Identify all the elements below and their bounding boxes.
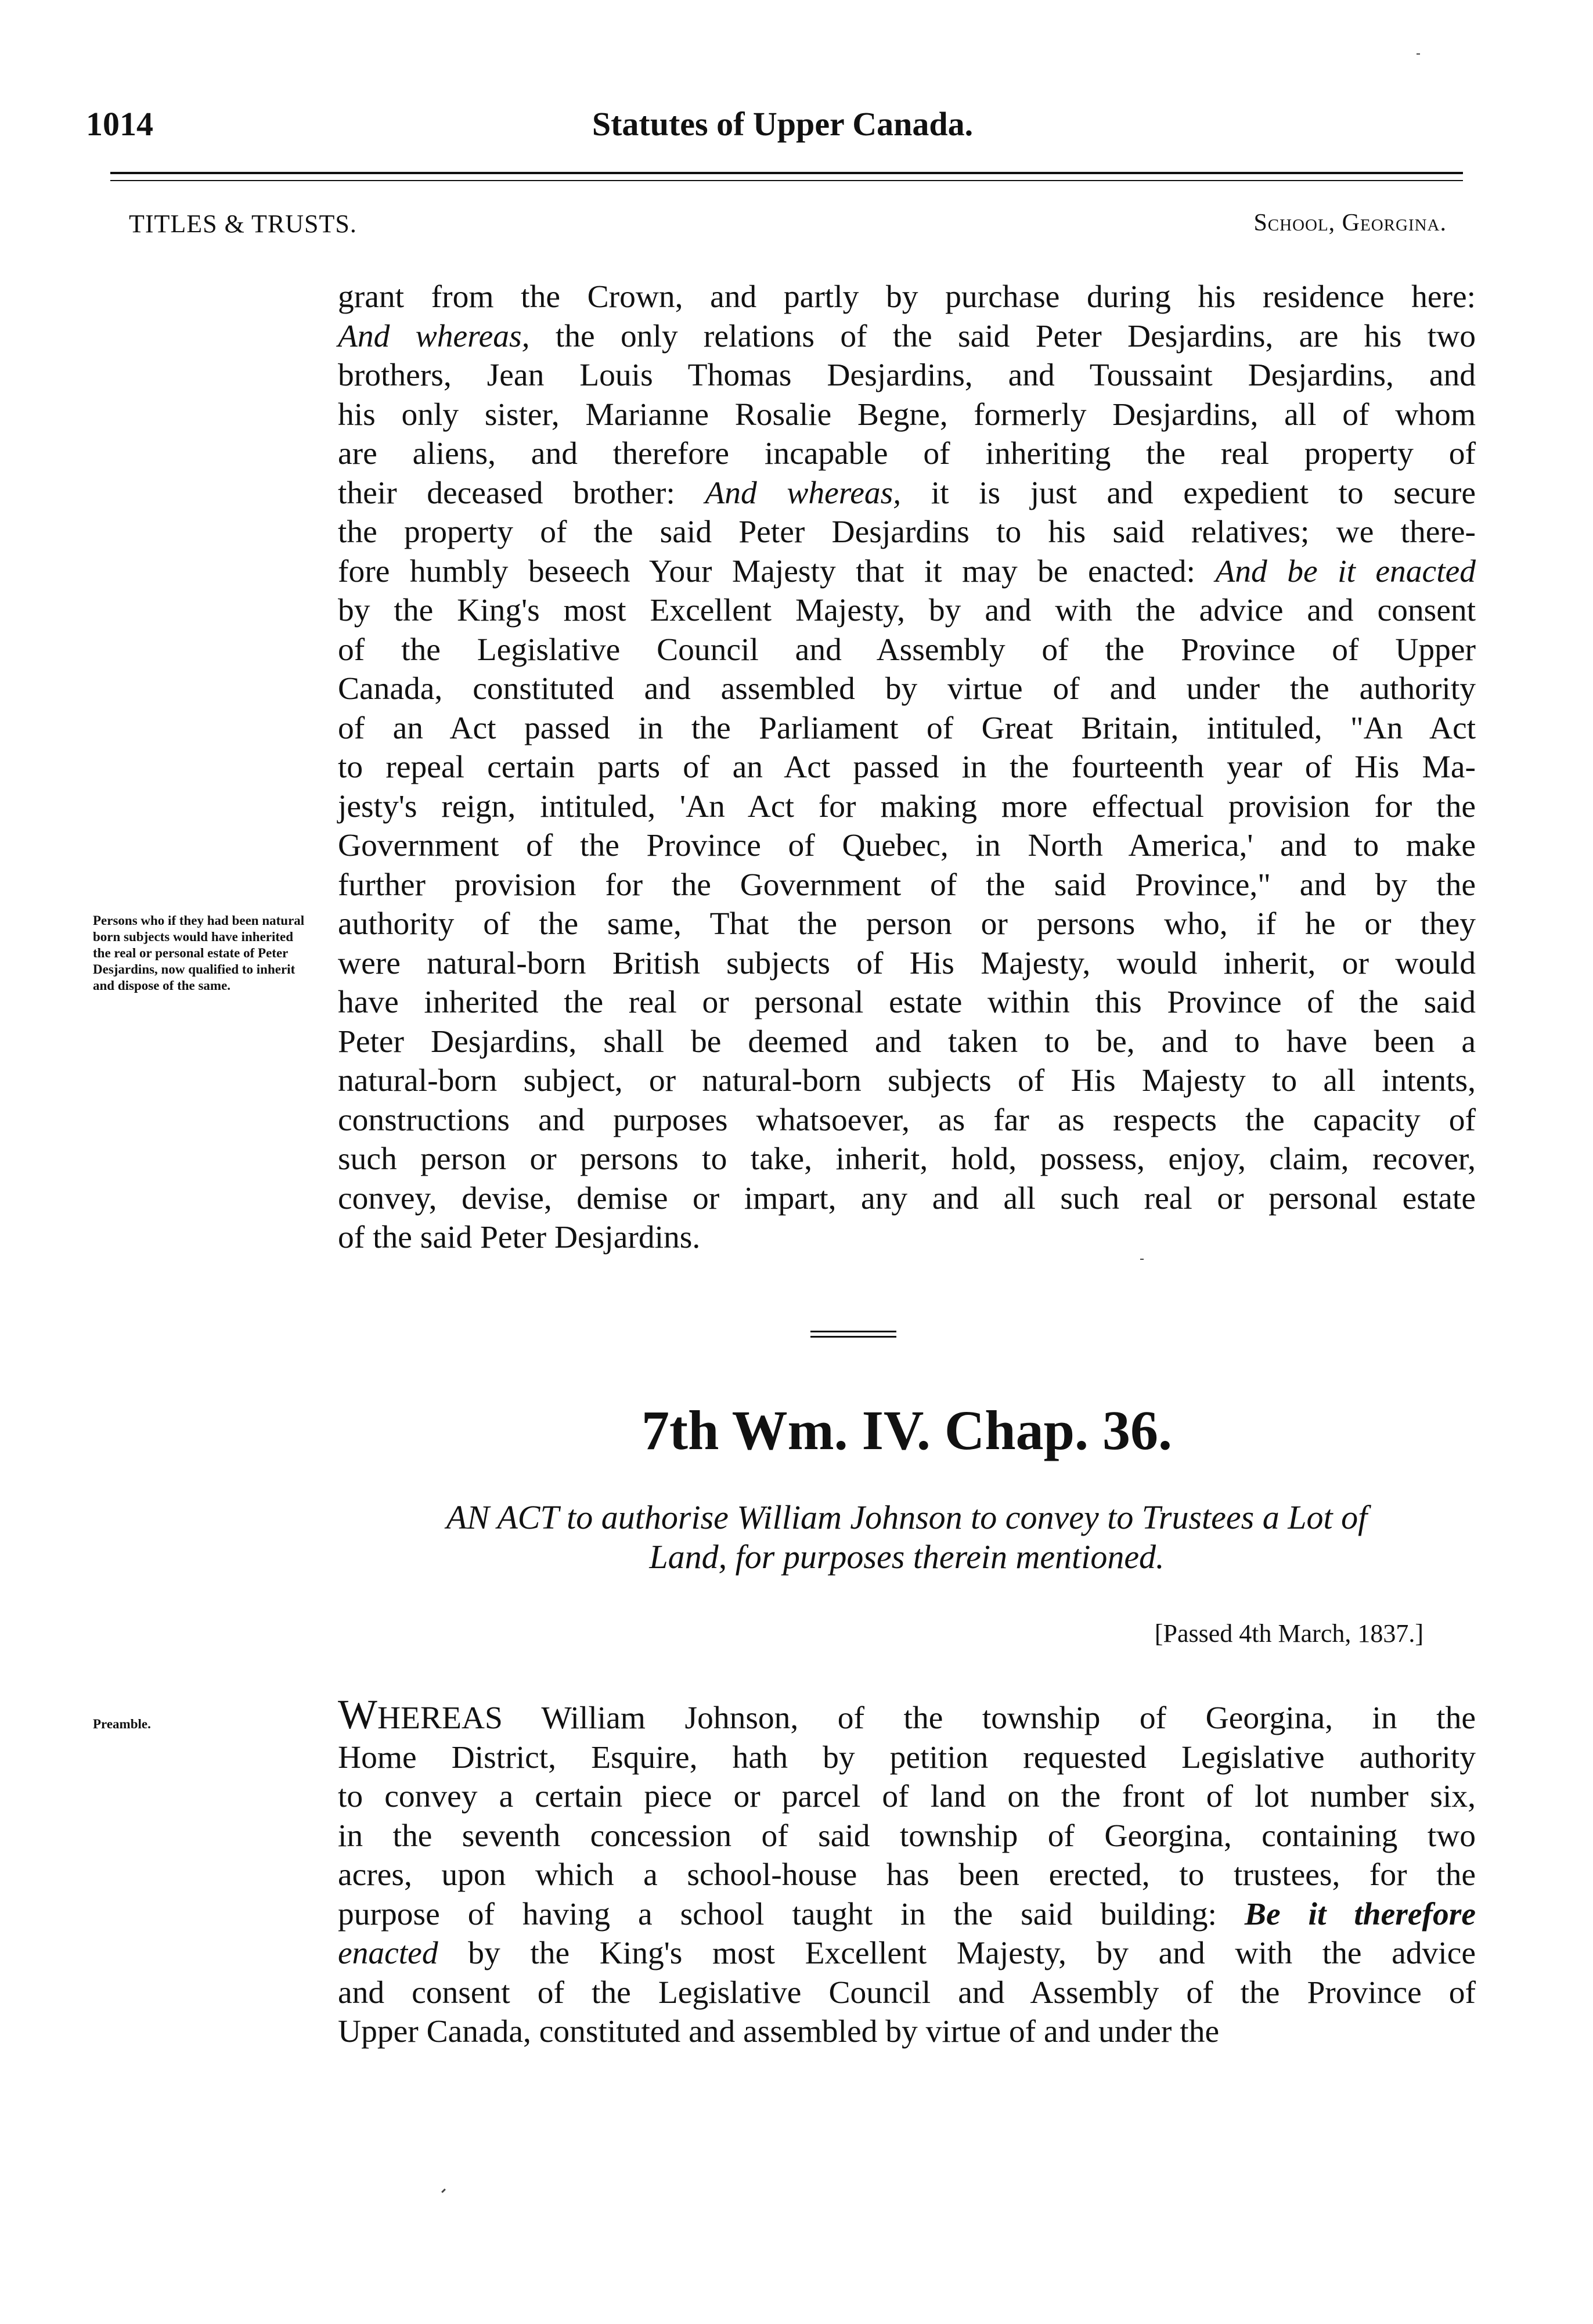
text-run: have inherited the real or personal estate within this Province of the said (338, 985, 1476, 1020)
text-run: fore humbly beseech Your Majesty that it may be enacted: (338, 553, 1216, 589)
text-line (338, 1817, 1476, 1856)
text-run: such person or persons to take, inherit, hold, possess, enjoy, claim, recover, (338, 1141, 1476, 1177)
text-run: it is just and expedient to secure (901, 475, 1476, 511)
drop-cap: W (338, 1691, 377, 1738)
text-run: of the said Peter Desjardins. (338, 1220, 701, 1255)
text-line (338, 474, 1476, 513)
text-line (338, 1691, 1476, 1738)
margin-note-preamble: Preamble. (93, 1717, 151, 1731)
text-run: And whereas, (705, 475, 902, 511)
text-run: Peter Desjardins, shall be deemed and taken to be, and to have been a (338, 1024, 1476, 1060)
act-title-line-2: Land, for purposes therein mentioned. (649, 1538, 1165, 1576)
text-line (338, 552, 1476, 592)
scan-speck (1140, 1259, 1144, 1260)
text-run: Be it therefore (1244, 1896, 1476, 1932)
text-line (338, 434, 1476, 474)
text-line (338, 1855, 1476, 1895)
text-line (338, 866, 1476, 905)
text-run: were natural-born British subjects of His Majesty, would inherit, or would (338, 945, 1476, 981)
text-run: enacted (338, 1936, 438, 1971)
text-run: natural-born subject, or natural-born subjects of His Majesty to all intents, (338, 1063, 1476, 1098)
text-run: convey, devise, demise or impart, any and all such real or personal estate (338, 1180, 1476, 1216)
text-line (338, 1934, 1476, 1973)
text-run: by the King's most Excellent Majesty, by and with the advice and consent (338, 593, 1476, 628)
text-run: are aliens, and therefore incapable of inheriting the real property of (338, 436, 1476, 471)
text-run: Government of the Province of Quebec, in North America,' and to make (338, 828, 1476, 863)
text-run: Home District, Esquire, hath by petition requested Legislative authority (338, 1739, 1476, 1775)
text-line (338, 787, 1476, 827)
text-line (338, 1895, 1476, 1934)
header-rule (110, 172, 1463, 181)
passed-date: [Passed 4th March, 1837.] (1154, 1619, 1423, 1648)
text-line (338, 2012, 1476, 2052)
text-line (338, 709, 1476, 748)
running-head (86, 105, 1479, 157)
text-run: his only sister, Marianne Rosalie Begne, formerly Desjardins, all of whom (338, 397, 1476, 433)
section-title-right: School, Georgina. (1253, 210, 1447, 236)
text-line (338, 905, 1476, 944)
text-line (338, 826, 1476, 866)
text-line (338, 1973, 1476, 2013)
text-run: authority of the same, That the person or persons who, if he or they (338, 906, 1476, 942)
text-run: purpose of having a school taught in the said building: (338, 1896, 1245, 1932)
text-line (338, 669, 1476, 709)
text-run: the only relations of the said Peter Desjardins, are his two (529, 318, 1476, 354)
text-line (338, 748, 1476, 787)
text-line (338, 1061, 1476, 1101)
text-run: the property of the said Peter Desjardins to his said relatives; we there- (338, 514, 1476, 550)
text-run: And whereas, (338, 318, 530, 354)
scan-speck (1417, 53, 1420, 55)
text-line (338, 1777, 1476, 1817)
chapter-heading: 7th Wm. IV. Chap. 36. (641, 1399, 1172, 1461)
text-run: Canada, constituted and assembled by virtue of and under the authority (338, 671, 1476, 707)
text-line (338, 1022, 1476, 1062)
section-head (129, 209, 1447, 244)
scan-speck (441, 2189, 446, 2193)
text-line (338, 1218, 1476, 1258)
text-run: jesty's reign, intituled, 'An Act for making more effectual provision for the (338, 788, 1476, 824)
text-run: HEREAS William Johnson, of the township of Georgina, in the (377, 1700, 1476, 1736)
text-line (338, 1101, 1476, 1140)
text-run: to convey a certain piece or parcel of land on the front of lot number six, (338, 1779, 1476, 1814)
text-run: grant from the Crown, and partly by purchase during his residence here: (338, 279, 1476, 315)
text-line (338, 944, 1476, 983)
text-run: of the Legislative Council and Assembly of the Province of Upper (338, 632, 1476, 668)
text-run: in the seventh concession of said township of Georgina, containing two (338, 1818, 1476, 1854)
text-line (338, 1179, 1476, 1219)
text-run: and consent of the Legislative Council and Assembly of the Province of (338, 1975, 1476, 2010)
text-line (338, 513, 1476, 552)
text-line (338, 1738, 1476, 1778)
body-text-block-1 (338, 278, 1476, 1258)
text-run: to repeal certain parts of an Act passed in the fourteenth year of His Ma- (338, 750, 1476, 785)
text-run: brothers, Jean Louis Thomas Desjardins, and Toussaint Desjardins, and (338, 358, 1476, 393)
text-run: by the King's most Excellent Majesty, by and with the advice (438, 1936, 1476, 1971)
text-run: Upper Canada, constituted and assembled by virtue of and under the (338, 2014, 1220, 2049)
text-run: And be it enacted (1215, 553, 1476, 589)
text-run: of an Act passed in the Parliament of Great Britain, intituled, "An Act (338, 710, 1476, 746)
margin-note-persons: Persons who if they had been natural born subjects would have inherited the real or personal estate of Peter Desjardins, now qualified to inherit and dispose of the same. (93, 913, 305, 993)
act-title (338, 1498, 1476, 1577)
page-number: 1014 (86, 105, 153, 143)
running-title: Statutes of Upper Canada. (592, 105, 974, 143)
text-run: further provision for the Government of the said Province," and by the (338, 867, 1476, 903)
text-run: constructions and purposes whatsoever, as far as respects the capacity of (338, 1102, 1476, 1138)
text-line (338, 591, 1476, 630)
text-line (338, 983, 1476, 1022)
text-run: acres, upon which a school-house has been erected, to trustees, for the (338, 1857, 1476, 1893)
section-title-left: TITLES & TRUSTS. (129, 210, 357, 238)
text-line (338, 395, 1476, 435)
text-line (338, 356, 1476, 395)
text-line (338, 317, 1476, 356)
text-line (338, 278, 1476, 317)
act-title-line-1: AN ACT to authorise William Johnson to convey to Trustees a Lot of (446, 1498, 1368, 1536)
text-line (338, 630, 1476, 670)
body-text-block-2 (338, 1691, 1476, 2052)
text-line (338, 1140, 1476, 1179)
text-run: their deceased brother: (338, 475, 705, 511)
section-divider (810, 1331, 896, 1338)
